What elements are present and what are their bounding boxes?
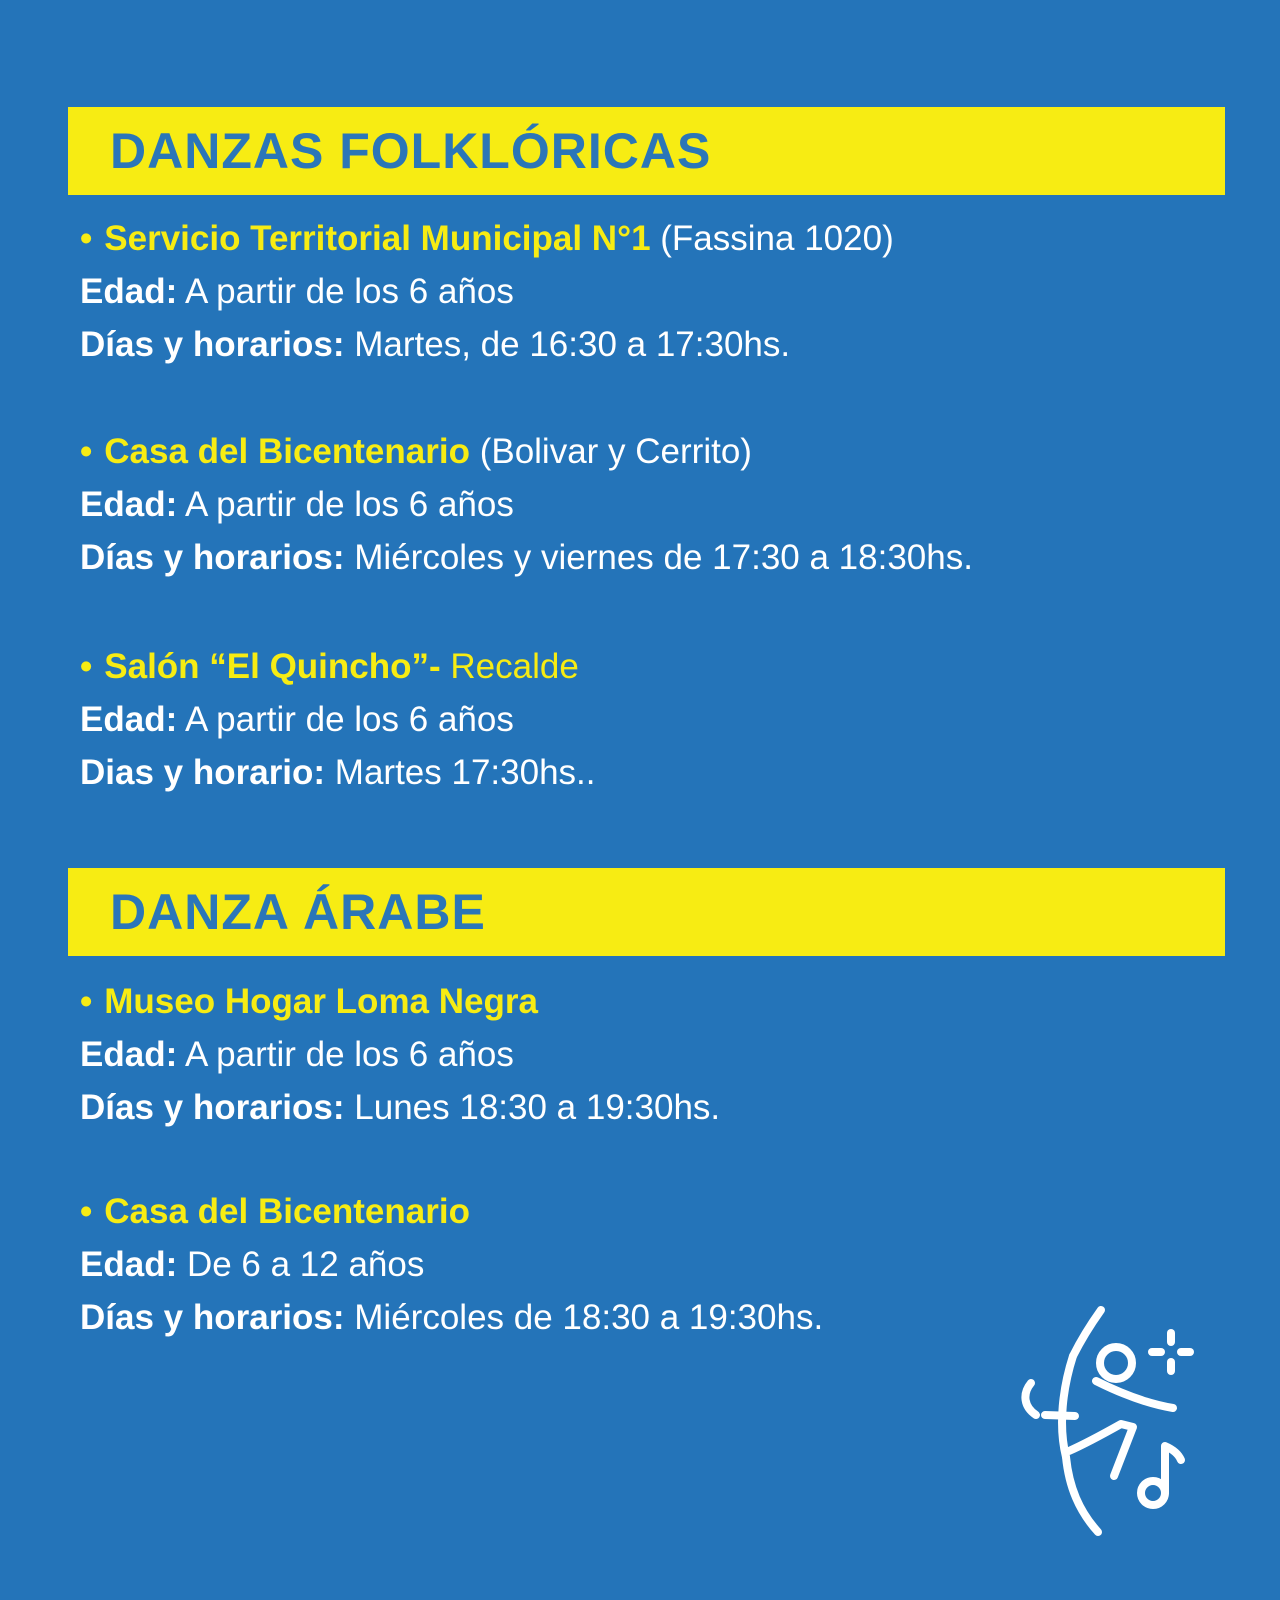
section-header-bar-danzas-folkloricas: [68, 107, 1225, 195]
detail-label: Días y horarios:: [80, 325, 345, 364]
bullet-marker: •: [80, 432, 93, 471]
detail-label: Edad:: [80, 1035, 178, 1074]
detail-value: Martes 17:30hs..: [325, 753, 596, 792]
section-title: DANZAS FOLKLÓRICAS: [110, 123, 712, 179]
detail-label: Días y horarios:: [80, 538, 345, 577]
detail-line: [80, 1081, 1240, 1134]
detail-line: [80, 478, 1240, 531]
detail-label: Edad:: [80, 272, 178, 311]
detail-line: [80, 746, 1240, 799]
detail-line: [80, 693, 1240, 746]
detail-value: A partir de los 6 años: [177, 272, 514, 311]
bullet-marker: •: [80, 1192, 93, 1231]
program-item: [80, 212, 1240, 371]
venue-line: [80, 640, 1240, 693]
detail-label: Días y horarios:: [80, 1088, 345, 1127]
venue-address: (Bolivar y Cerrito): [469, 432, 752, 471]
detail-label: Edad:: [80, 485, 178, 524]
bullet-marker: •: [80, 647, 93, 686]
venue-name: Servicio Territorial Municipal N°1: [104, 219, 651, 258]
bullet-marker: •: [80, 219, 93, 258]
detail-line: [80, 318, 1240, 371]
bullet-marker: •: [80, 982, 93, 1021]
program-item: [80, 425, 1240, 584]
detail-label: Dias y horario:: [80, 753, 326, 792]
detail-label: Edad:: [80, 1245, 178, 1284]
program-item: [80, 975, 1240, 1134]
detail-value: Miércoles y viernes de 17:30 a 18:30hs.: [344, 538, 973, 577]
detail-value: Martes, de 16:30 a 17:30hs.: [344, 325, 791, 364]
venue-line: [80, 975, 1240, 1028]
detail-value: Miércoles de 18:30 a 19:30hs.: [344, 1298, 824, 1337]
detail-value: De 6 a 12 años: [177, 1245, 425, 1284]
detail-line: [80, 531, 1240, 584]
venue-line: [80, 212, 1240, 265]
venue-address: (Fassina 1020): [650, 219, 894, 258]
venue-name: Casa del Bicentenario: [104, 1192, 470, 1231]
detail-line: [80, 265, 1240, 318]
detail-label: Días y horarios:: [80, 1298, 345, 1337]
dancer-icon: [995, 1285, 1225, 1565]
venue-line: [80, 1185, 1240, 1238]
section-header-bar-danza-arabe: [68, 868, 1225, 956]
detail-label: Edad:: [80, 700, 178, 739]
section-title: DANZA ÁRABE: [110, 884, 486, 940]
detail-value: Lunes 18:30 a 19:30hs.: [344, 1088, 721, 1127]
detail-value: A partir de los 6 años: [177, 700, 514, 739]
venue-name: Casa del Bicentenario: [104, 432, 470, 471]
venue-address: Recalde: [440, 647, 579, 686]
detail-value: A partir de los 6 años: [177, 1035, 514, 1074]
detail-line: [80, 1028, 1240, 1081]
program-item: [80, 640, 1240, 799]
venue-name: Salón “El Quincho”-: [104, 647, 441, 686]
venue-line: [80, 425, 1240, 478]
venue-name: Museo Hogar Loma Negra: [104, 982, 538, 1021]
detail-line: [80, 1238, 1240, 1291]
detail-value: A partir de los 6 años: [177, 485, 514, 524]
